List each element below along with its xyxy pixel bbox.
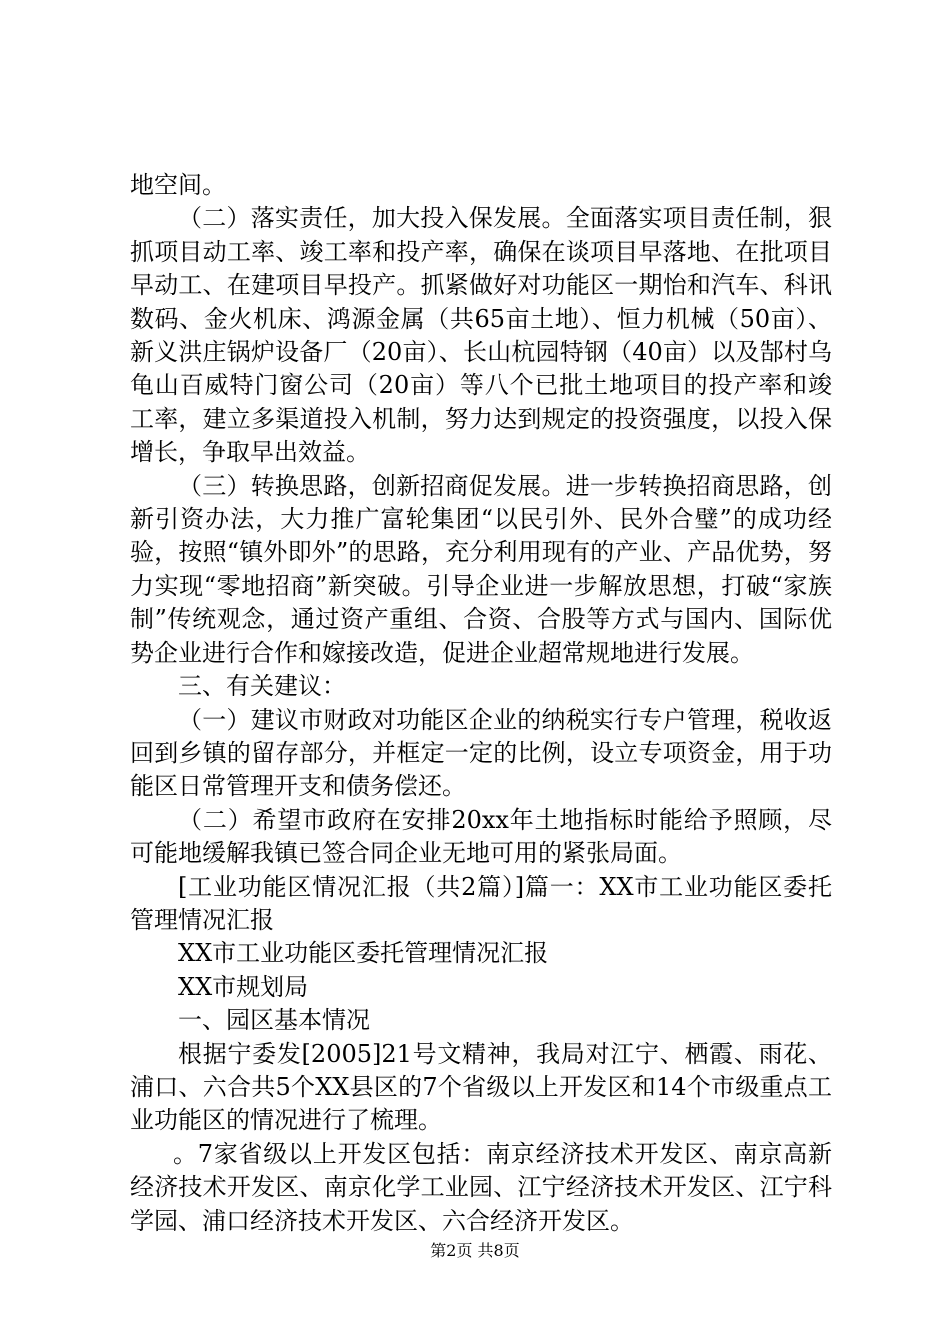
section-heading-basic-info: 一、园区基本情况 [178, 1006, 370, 1035]
document-body [130, 169, 832, 1238]
paragraph-change-thinking: （三）转换思路，创新招商促发展。进一步转换招商思路，创新引资办法，大力推广富轮集团“以民引外、民外合璧”的成功经验，按照“镇外即外”的思路，充分利用现有的产业、产品优势，努力实现“零地招商”新突破。引导企业进一步解放思想，打破“家族制”传统观念，通过资产重组、合资、合股等方式与国内、国际优势企业进行合作和嫁接改造，促进企业超常规地进行发展。 [130, 471, 832, 667]
paragraph-author: XX市规划局 [178, 972, 309, 1001]
paragraph-suggestion-2: （二）希望市政府在安排20xx年土地指标时能给予照顾，尽可能地缓解我镇已签合同企业无地可用的紧张局面。 [130, 805, 832, 868]
paragraph-article-title: [工业功能区情况汇报（共2篇）]篇一：XX市工业功能区委托管理情况汇报 [130, 872, 832, 934]
paragraph-implement-responsibility: （二）落实责任，加大投入保发展。全面落实项目责任制，狠抓项目动工率、竣工率和投产率，确保在谈项目早落地、在批项目早动工、在建项目早投产。抓紧做好对功能区一期怡和汽车、科讯数码、金火机床、鸿源金属（共65亩土地）、恒力机械（50亩）、新义洪庄锅炉设备厂（20亩）、长山杭园特钢（40亩）以及郜村乌龟山百威特门窗公司（20亩）等八个已批土地项目的投产率和竣工率，建立多渠道投入机制，努力达到规定的投资强度，以投入保增长，争取早出效益。 [130, 204, 832, 467]
paragraph-development-zones: 。7家省级以上开发区包括：南京经济技术开发区、南京高新经济技术开发区、南京化学工业园、江宁经济技术开发区、江宁科学园、浦口经济技术开发区、六合经济开发区。 [130, 1139, 832, 1235]
paragraph-document-basis: 根据宁委发[2005]21号文精神，我局对江宁、栖霞、雨花、浦口、六合共5个XX县区的7个省级以上开发区和14个市级重点工业功能区的情况进行了梳理。 [130, 1039, 832, 1135]
paragraph-continuation: 地空间。 [130, 171, 226, 199]
paragraph-suggestion-1: （一）建议市财政对功能区企业的纳税实行专户管理，税收返回到乡镇的留存部分，并框定一定的比例，设立专项资金，用于功能区日常管理开支和债务偿还。 [130, 705, 832, 801]
section-heading-suggestions: 三、有关建议： [178, 672, 346, 701]
page-footer: 第2页 共8页 [430, 1241, 520, 1260]
paragraph-report-title: XX市工业功能区委托管理情况汇报 [178, 939, 549, 968]
